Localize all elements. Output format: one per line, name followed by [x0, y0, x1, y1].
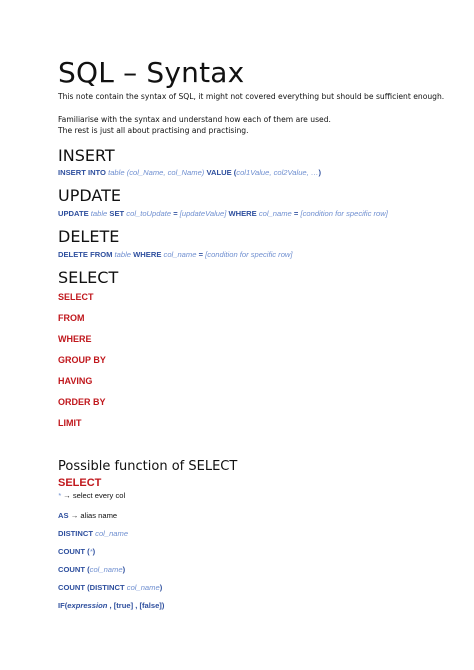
as-description: alias name [80, 511, 118, 520]
equals-sign: = [293, 209, 299, 218]
count-argument: col_name [126, 583, 160, 592]
close-paren: ) [318, 168, 321, 177]
value-keyword: VALUE ( [206, 168, 237, 177]
count-keyword: COUNT ( [58, 565, 90, 574]
select-heading: SELECT [58, 268, 119, 287]
insert-heading: INSERT [58, 146, 115, 165]
intro-line-2: Familiarise with the syntax and understand how each of them are used. [58, 115, 331, 124]
delete-heading: DELETE [58, 227, 120, 246]
functions-select-subheading: SELECT [58, 477, 102, 489]
if-keyword: IF( [58, 601, 68, 610]
close-paren: ) [122, 565, 126, 574]
star-row [58, 491, 125, 500]
column-name: col_name [95, 529, 129, 538]
count-star-row [58, 547, 95, 556]
delete-from-keyword: DELETE FROM [58, 250, 113, 259]
count-argument: col_name [89, 565, 123, 574]
count-distinct-keyword: COUNT (DISTINCT [58, 583, 125, 592]
distinct-row [58, 529, 128, 538]
as-row [58, 511, 117, 520]
insert-syntax [58, 168, 321, 177]
equals-sign: = [173, 209, 178, 218]
functions-heading: Possible function of SELECT [58, 459, 238, 474]
if-expression: expression [67, 601, 108, 610]
distinct-keyword: DISTINCT [58, 529, 94, 538]
condition: [condition for specific row] [205, 250, 293, 259]
star-symbol: * [58, 491, 61, 500]
table-placeholder: table [90, 209, 108, 218]
as-keyword: AS [58, 511, 69, 520]
equals-sign: = [198, 250, 204, 259]
update-keyword: UPDATE [58, 209, 89, 218]
where-clause: WHERE [58, 334, 92, 344]
from-clause: FROM [58, 313, 85, 323]
count-argument: * [89, 547, 93, 556]
count-col-row [58, 565, 125, 574]
delete-syntax [58, 250, 293, 259]
column-name: col_name [163, 250, 197, 259]
order-by-clause: ORDER BY [58, 397, 106, 407]
where-keyword: WHERE [133, 250, 162, 259]
update-value: [updateValue] [179, 209, 227, 218]
column-to-update: col_toUpdate [126, 209, 172, 218]
insert-into-keyword: INSERT INTO [58, 168, 106, 177]
if-arguments: , [true] , [false]) [109, 601, 165, 610]
table-placeholder: table [108, 168, 125, 177]
column-list: (col_Name, col_Name) [126, 168, 205, 177]
where-keyword: WHERE [228, 209, 257, 218]
value-list: col1Value, col2Value, … [236, 168, 319, 177]
having-clause: HAVING [58, 376, 93, 386]
set-keyword: SET [109, 209, 125, 218]
arrow-icon: → [63, 491, 71, 500]
arrow-icon: → [70, 511, 79, 520]
limit-clause: LIMIT [58, 418, 82, 428]
update-heading: UPDATE [58, 186, 121, 205]
group-by-clause: GROUP BY [58, 355, 106, 365]
column-name: col_name [258, 209, 292, 218]
close-paren: ) [159, 583, 163, 592]
close-paren: ) [92, 547, 96, 556]
intro-line-1: This note contain the syntax of SQL, it might not covered everything but should be sufficient enough. [58, 92, 445, 101]
update-syntax [58, 209, 388, 218]
select-clause: SELECT [58, 292, 94, 302]
count-keyword: COUNT ( [58, 547, 90, 556]
intro-line-3: The rest is just all about practising and practising. [58, 126, 249, 135]
count-distinct-row [58, 583, 162, 592]
if-row [58, 601, 164, 610]
star-description: select every col [72, 491, 126, 500]
condition: [condition for specific row] [300, 209, 388, 218]
table-placeholder: table [114, 250, 132, 259]
page-title: SQL – Syntax [58, 56, 245, 89]
